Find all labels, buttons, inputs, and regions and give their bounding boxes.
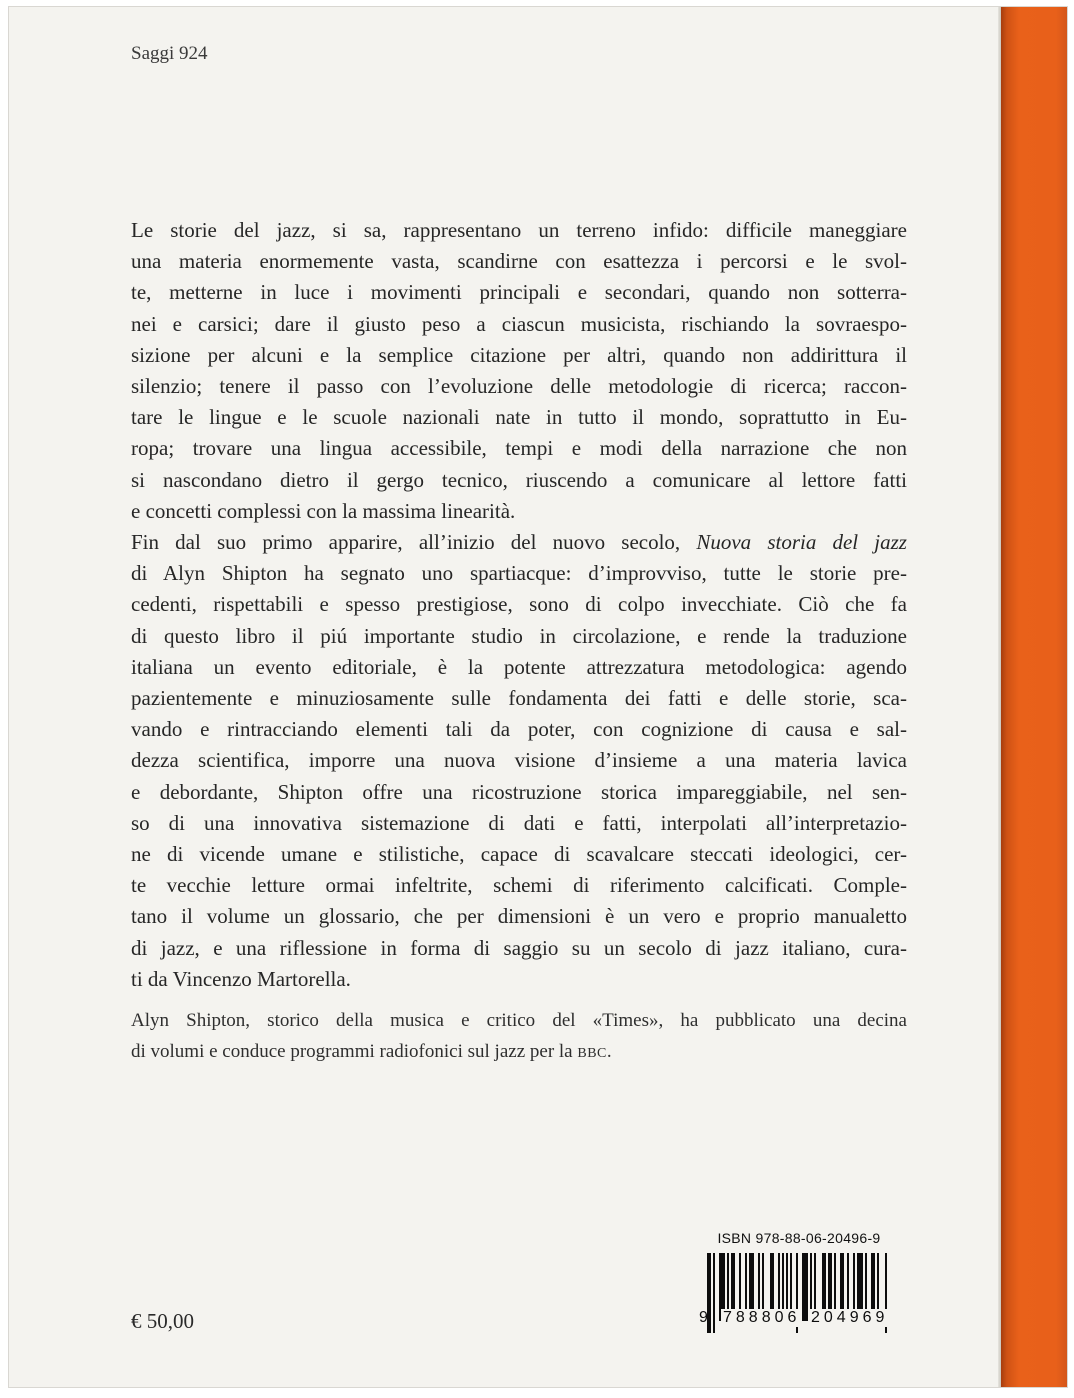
blurb-line: Le storie del jazz, si sa, rappresentano un terreno infido: difficile maneggiare (131, 218, 907, 242)
barcode-first-digit: 9 (699, 1309, 708, 1326)
blurb-line: nei e carsici; dare il giusto peso a ciascun musicista, rischiando la sovraespo- (131, 311, 907, 336)
author-bio (131, 1005, 907, 1069)
book-back-cover (8, 6, 1068, 1388)
bio-line-suffix: . (606, 1041, 612, 1062)
blurb-text (131, 215, 907, 995)
blurb-line (131, 527, 907, 558)
blurb-paragraph-1 (131, 215, 907, 527)
blurb-line: di jazz, e una riflessione in forma di saggio su un secolo di jazz italiano, cura- (131, 935, 907, 960)
blurb-line: tare le lingue e le scuole nazionali nate in tutto il mondo, soprattutto in Eu- (131, 405, 907, 430)
blurb-line: ropa; trovare una lingua accessibile, tempi e modi della narrazione che non (131, 436, 907, 461)
blurb-line: tano il volume un glossario, che per dimensioni è un vero e proprio manualetto (131, 904, 907, 929)
blurb-line: e concetti complessi con la massima linearità. (131, 498, 516, 523)
book-title-italic: Nuova storia del jazz (696, 530, 907, 555)
isbn-barcode (699, 1229, 899, 1337)
blurb-line: italiana un evento editoriale, è la potente attrezzatura metodologica: agendo (131, 654, 907, 679)
blurb-line: e debordante, Shipton offre una ricostruzione storica impareggiabile, nel sen- (131, 779, 907, 804)
barcode-right-digits: 204969 (811, 1309, 889, 1326)
blurb-line: ti da Vincenzo Martorella. (131, 966, 351, 991)
bbc-smallcaps: BBC (577, 1046, 607, 1061)
price-label: € 50,00 (131, 1309, 194, 1333)
bio-line-prefix: di volumi e conduce programmi radiofonici sul jazz per la (131, 1041, 578, 1062)
blurb-line: dezza scientifica, imporre una nuova visione d’insieme a una materia lavica (131, 748, 907, 773)
blurb-line: te, metterne in luce i movimenti principali e secondari, quando non sotterra- (131, 280, 907, 305)
blurb-paragraph-2 (131, 527, 907, 995)
blurb-line-prefix: Fin dal suo primo apparire, all’inizio del nuovo secolo, (131, 530, 697, 555)
bio-line: Alyn Shipton, storico della musica e critico del «Times», ha pubblicato una decina (131, 1010, 907, 1031)
blurb-line: sizione per alcuni e la semplice citazione per altri, quando non addirittura il (131, 342, 907, 367)
bio-line (131, 1036, 907, 1069)
blurb-line: si nascondano dietro il gergo tecnico, riuscendo a comunicare al lettore fatti (131, 467, 907, 492)
blurb-line: so di una innovativa sistemazione di dati e fatti, interpolati all’interpretazio- (131, 810, 907, 835)
blurb-line: di Alyn Shipton ha segnato uno spartiacque: d’improvviso, tutte le storie pre- (131, 561, 907, 586)
blurb-line: ne di vicende umane e stilistiche, capace di scavalcare steccati ideologici, cer- (131, 842, 907, 867)
blurb-line: te vecchie letture ormai infeltrite, schemi di riferimento calcificati. Comple- (131, 873, 907, 898)
isbn-number: ISBN 978-88-06-20496-9 (717, 1230, 881, 1246)
blurb-line: cedenti, rispettabili e spesso prestigiose, sono di colpo invecchiate. Ciò che fa (131, 592, 907, 617)
barcode-bar (713, 1253, 715, 1333)
blurb-line: una materia enormemente vasta, scandirne con esattezza i percorsi e le svol- (131, 249, 907, 274)
blurb-line: vando e rintracciando elementi tali da poter, con cognizione di causa e sal- (131, 717, 907, 742)
blurb-line: di questo libro il piú importante studio in circolazione, e rende la traduzione (131, 623, 907, 648)
barcode-bar (802, 1253, 808, 1321)
orange-spine (1001, 7, 1067, 1387)
barcode-left-digits: 788806 (723, 1309, 801, 1326)
blurb-line: pazientemente e minuziosamente sulle fondamenta dei fatti e delle storie, sca- (131, 686, 907, 711)
blurb-line: silenzio; tenere il passo con l’evoluzione delle metodologie di ricerca; raccon- (131, 374, 907, 399)
series-label: Saggi 924 (131, 43, 208, 64)
